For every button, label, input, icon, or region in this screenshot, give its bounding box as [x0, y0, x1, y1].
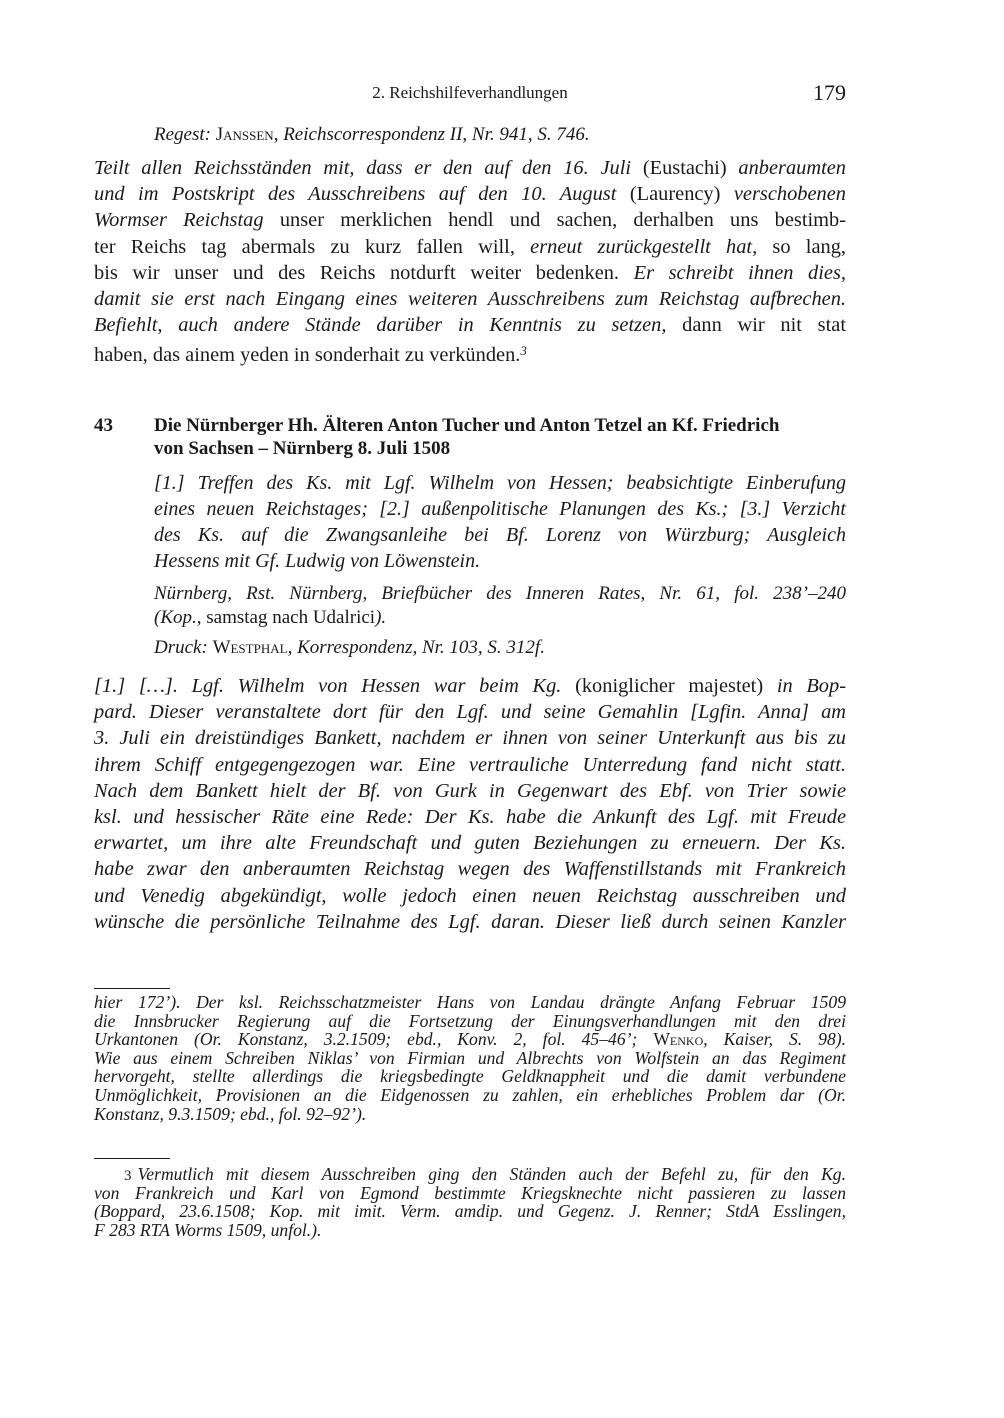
- author-smallcaps: Wenko: [653, 1029, 704, 1050]
- main-line: 3. Juli ein dreistündiges Bankett, nachdem er ihnen von seiner Unterkunft aus bis zu: [94, 727, 846, 750]
- footnote-line: hervorgeht, stellte allerdings die kriegsbedingte Geldknappheit und die damit verbundene: [94, 1066, 846, 1087]
- intro-line: [94, 207, 846, 233]
- druck-author: Westphal: [212, 637, 288, 658]
- druck-label: Druck:: [154, 637, 208, 658]
- italic-run: Er schreibt ihnen dies,: [619, 261, 846, 284]
- entry-summary: [154, 470, 846, 574]
- roman-run: samstag nach Udalrici: [201, 607, 376, 628]
- document-page: [94, 0, 846, 1418]
- intro-line: [94, 234, 846, 260]
- intro-line: [94, 312, 846, 338]
- summary-line: Hessens mit Gf. Ludwig von Löwenstein.: [154, 550, 481, 572]
- footnote-line: Konstanz, 9.3.1509; ebd., fol. 92–92’).: [94, 1103, 367, 1124]
- footnote-rule: [94, 988, 170, 989]
- regest-label: Regest:: [154, 124, 211, 145]
- footnote-line: [94, 1165, 846, 1184]
- summary-line: [1.] Treffen des Ks. mit Lgf. Wilhelm von Hessen; beabsichtigte Einberufung: [154, 472, 846, 494]
- footnote-line: von Frankreich und Karl von Egmond bestimmte Kriegsknechte nicht passieren zu lassen: [94, 1182, 846, 1203]
- main-line: ksl. und hessischer Räte eine Rede: Der Ks. habe die Ankunft des Lgf. mit Freude: [94, 805, 846, 828]
- roman-run: haben, das ainem yeden in sonderhait zu verkünden.: [94, 344, 521, 367]
- roman-run: (Eustachi): [631, 157, 739, 179]
- italic-run: Befiehlt, auch andere Stände darüber in Kenntnis zu setzen,: [94, 314, 667, 337]
- intro-line: [94, 338, 846, 367]
- italic-run: anberaumten: [738, 157, 846, 179]
- footnote-line: hier 172’). Der ksl. Reichsschatzmeister Hans von Landau drängte Anfang Februar 1509: [94, 992, 846, 1012]
- main-line: pard. Dieser veranstaltete dort für den Lgf. und seine Gemahlin [Lgfin. Anna] am: [94, 701, 846, 724]
- main-line: erwartet, um ihre alte Freundschaft und guten Beziehungen zu erneuern. Der Ks.: [94, 832, 846, 855]
- italic-run: und im Postskript des Ausschreibens auf den 10. August: [94, 183, 617, 206]
- running-head: [94, 80, 846, 106]
- roman-run: (koniglicher majestet): [561, 675, 777, 697]
- summary-line: eines neuen Reichstages; [2.] außenpolitische Planungen des Ks.; [3.] Verzicht: [154, 498, 846, 520]
- summary-line: des Ks. auf die Zwangsanleihe bei Bf. Lorenz von Würzburg; Ausgleich: [154, 524, 846, 546]
- italic-run: , Kaiser, S. 98).: [703, 1029, 847, 1050]
- footnote-line: (Boppard, 23.6.1508; Kop. mit imit. Verm. amdip. und Gegenz. J. Renner; StdA Esslingen,: [94, 1201, 846, 1222]
- druck-reference: , Korrespondenz, Nr. 103, S. 312f.: [287, 637, 545, 658]
- footnote-rule: [94, 1158, 170, 1159]
- main-line: und Venedig abgekündigt, wolle jedoch einen neuen Reichstag ausschreiben und: [94, 884, 846, 907]
- roman-run: so lang,: [757, 235, 846, 258]
- running-title: 2. Reichshilfeverhandlungen: [372, 83, 568, 102]
- entry-druck: [154, 636, 846, 660]
- italic-run: Urkantonen (Or. Konstanz, 3.2.1509; ebd., Konv. 2, fol. 45–46’;: [94, 1029, 638, 1050]
- main-line: ihrem Schiff entgegengezogen war. Eine vertrauliche Unterredung fand nicht statt.: [94, 753, 846, 776]
- entry-number: 43: [94, 415, 113, 436]
- regest-reference: , Reichscorrespondenz II, Nr. 941, S. 746.: [273, 124, 590, 145]
- footnote-marker: 3: [124, 1168, 132, 1184]
- intro-paragraph: [94, 155, 846, 365]
- druck-line: [154, 636, 846, 660]
- footnote-continued: [94, 993, 846, 1123]
- italic-run: Teilt allen Reichsständen mit, dass er den auf den 16. Juli: [94, 157, 632, 179]
- footnote-line: die Innsbrucker Regierung auf die Fortsetzung der Einungsverhandlungen mit den drei: [94, 1010, 846, 1031]
- main-line: wünsche die persönliche Teilnahme des Lgf. daran. Dieser ließ durch seinen Kanzler: [94, 910, 846, 933]
- roman-run: (Laurency): [616, 183, 734, 206]
- roman-run: dann wir nit stat: [666, 314, 846, 337]
- entry-title-line: von Sachsen – Nürnberg 8. Juli 1508: [154, 438, 451, 459]
- main-line: [94, 673, 846, 699]
- italic-run: [1.] […]. Lgf. Wilhelm von Hessen war beim Kg.: [94, 675, 562, 697]
- footnote-3: [94, 1165, 846, 1239]
- intro-line: [94, 286, 846, 312]
- regest-author: Janssen: [215, 124, 274, 145]
- footnote-reference: 3: [520, 343, 527, 359]
- footnote-line: [94, 1030, 846, 1049]
- italic-run: Vermutlich mit diesem Ausschreiben ging den Ständen auch der Befehl zu, für den Kg.: [137, 1164, 846, 1184]
- source-line: Nürnberg, Rst. Nürnberg, Briefbücher des Inneren Rates, Nr. 61, fol. 238’–240: [154, 583, 846, 604]
- roman-run: unser merklichen hendl und sachen, derhalben uns bestimb-: [263, 209, 846, 232]
- main-paragraph: [94, 673, 846, 935]
- roman-run: bis wir unser und des Reichs notdurft weiter bedenken.: [94, 261, 620, 284]
- entry-title-line: Die Nürnberger Hh. Älteren Anton Tucher und Anton Tetzel an Kf. Friedrich: [154, 415, 780, 436]
- footnote-line: Wie aus einem Schreiben Niklas’ von Firmian und Albrechts von Wolfstein an das Regiment: [94, 1047, 846, 1068]
- italic-run: verschobenen: [733, 183, 846, 206]
- footnote-line: Unmöglichkeit, Provisionen an die Eidgenossen zu zahlen, ein erhebliches Problem dar (Or.: [94, 1084, 846, 1105]
- page-number: 179: [813, 80, 846, 105]
- roman-run: ter Reichs tag abermals zu kurz fallen will,: [94, 235, 515, 258]
- italic-run: erneut zurückgestellt hat,: [514, 235, 758, 258]
- italic-run: (Kop.,: [154, 607, 202, 628]
- italic-run: in Bop-: [776, 675, 846, 697]
- italic-run: damit sie erst nach Eingang eines weiteren Ausschreibens zum Reichstag aufbrechen.: [94, 287, 846, 310]
- intro-line: [94, 260, 846, 286]
- footnote-line: F 283 RTA Worms 1509, unfol.).: [94, 1219, 322, 1240]
- intro-line: [94, 155, 846, 181]
- main-line: Nach dem Bankett hielt der Bf. von Gurk in Gegenwart des Ebf. von Trier sowie: [94, 779, 846, 802]
- italic-run: Wormser Reichstag: [94, 209, 264, 232]
- entry-title: [154, 414, 846, 460]
- main-line: habe zwar den anberaumten Reichstag wegen des Waffenstillstands mit Frankreich: [94, 858, 846, 881]
- italic-run: ).: [375, 607, 387, 628]
- source-line: [154, 606, 846, 630]
- intro-line: [94, 181, 846, 207]
- regest-citation: [154, 124, 590, 146]
- entry-source: [154, 582, 846, 630]
